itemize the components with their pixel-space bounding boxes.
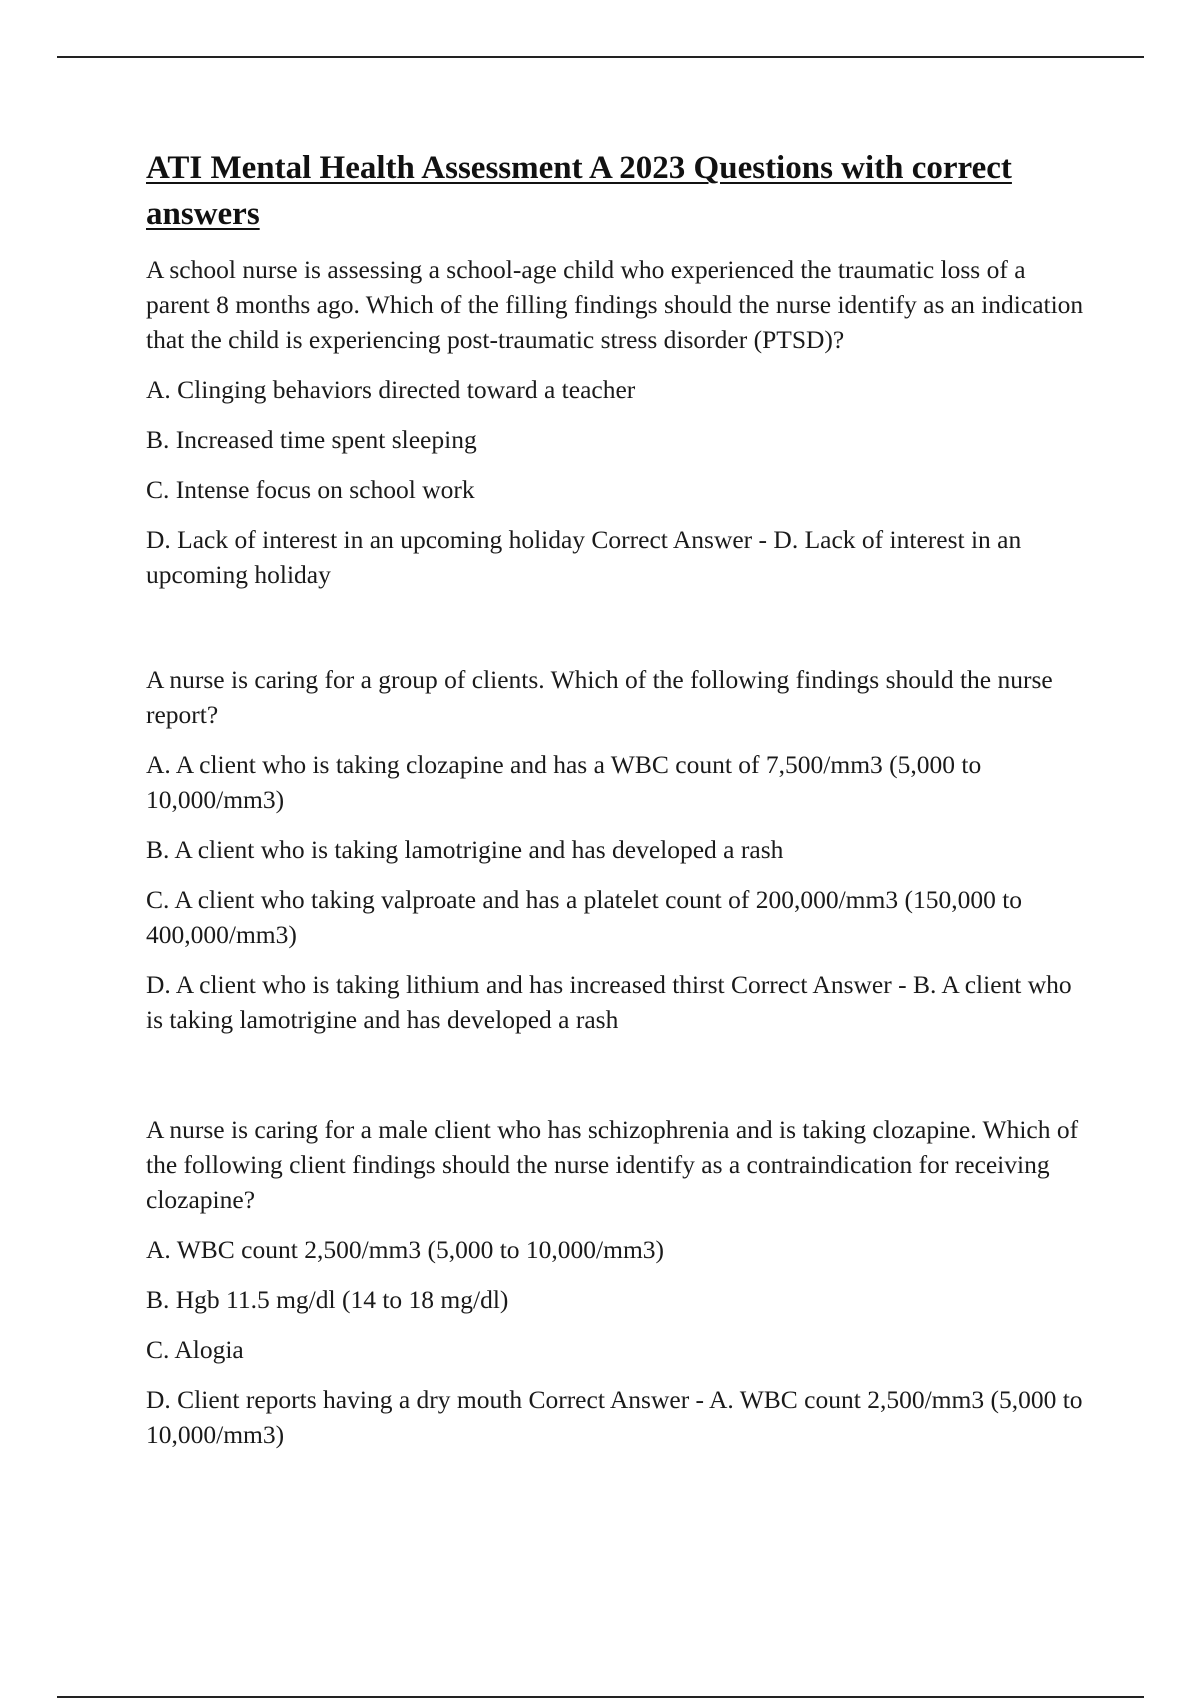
answer-option: C. Alogia [146,1335,244,1364]
question-2 [146,662,1091,1037]
question-stem: A nurse is caring for a male client who has schizophrenia and is taking clozapine. Which of the following client findings should the nurse identify as a contraindication for receiving clozapine? [146,1115,1079,1214]
answer-option-with-correct-answer: D. A client who is taking lithium and has increased thirst Correct Answer - B. A client who is taking lamotrigine and has developed a rash [146,970,1072,1034]
answer-option-with-correct-answer: D. Client reports having a dry mouth Correct Answer - A. WBC count 2,500/mm3 (5,000 to 10,000/mm3) [146,1385,1083,1449]
answer-option-with-correct-answer: D. Lack of interest in an upcoming holiday Correct Answer - D. Lack of interest in an upcoming holiday [146,525,1022,589]
answer-option: B. Hgb 11.5 mg/dl (14 to 18 mg/dl) [146,1285,509,1314]
question-1 [146,252,1091,592]
document-title: ATI Mental Health Assessment A 2023 Questions with correct answers [146,150,1012,232]
document-page [146,145,1091,1467]
answer-option: A. A client who is taking clozapine and has a WBC count of 7,500/mm3 (5,000 to 10,000/mm3) [146,750,982,814]
answer-option: B. A client who is taking lamotrigine and has developed a rash [146,835,784,864]
question-stem: A nurse is caring for a group of clients. Which of the following findings should the nurse report? [146,665,1053,729]
answer-option: C. Intense focus on school work [146,475,475,504]
bottom-rule [57,1696,1144,1698]
question-3 [146,1112,1091,1452]
question-stem: A school nurse is assessing a school-age child who experienced the traumatic loss of a parent 8 months ago. Which of the filling findings should the nurse identify as an indication that the child is experiencing post-traumatic stress disorder (PTSD)? [146,255,1084,354]
answer-option: C. A client who taking valproate and has a platelet count of 200,000/mm3 (150,000 to 400,000/mm3) [146,885,1023,949]
top-rule [57,56,1144,58]
answer-option: B. Increased time spent sleeping [146,425,477,454]
answer-option: A. Clinging behaviors directed toward a teacher [146,375,636,404]
answer-option: A. WBC count 2,500/mm3 (5,000 to 10,000/mm3) [146,1235,665,1264]
